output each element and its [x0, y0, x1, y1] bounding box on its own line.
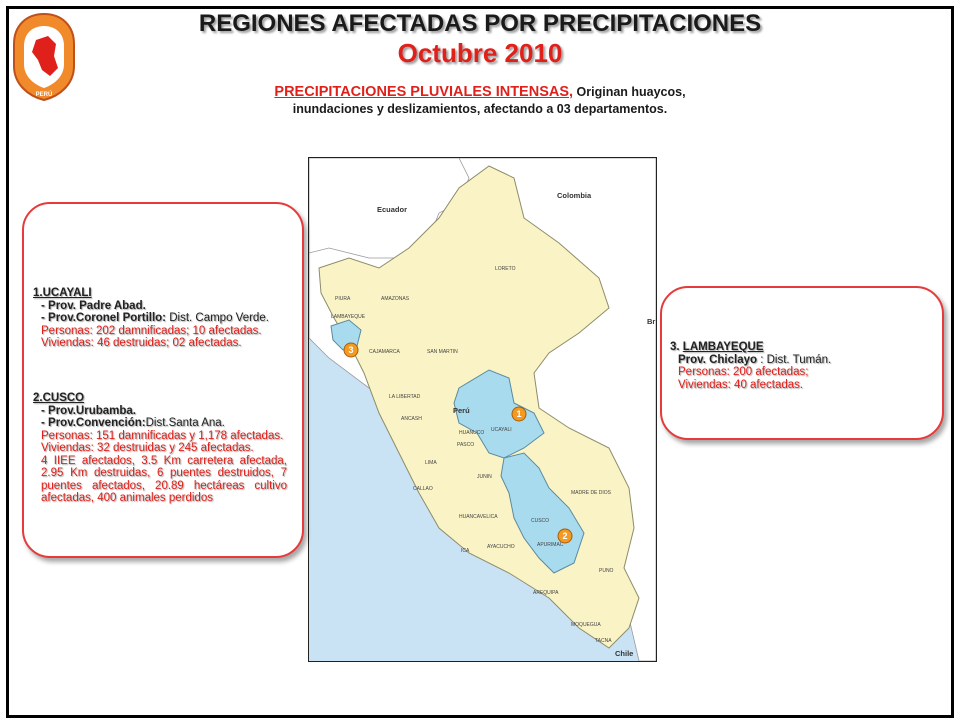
lambayeque-prov-text: : Dist. Tumán. [757, 353, 832, 366]
logo-country: PERÚ [35, 92, 53, 98]
lambayeque-block [670, 341, 930, 391]
label-moquegua: MOQUEGUA [571, 622, 601, 628]
label-chile: Chile [615, 649, 634, 658]
ucayali-personas: Personas: 202 damnificadas; 10 afectadas. [41, 324, 262, 337]
label-ayacucho: AYACUCHO [487, 544, 515, 550]
cusco-prov1: - Prov.Urubamba. [41, 404, 136, 417]
ucayali-block [33, 287, 287, 350]
info-box-ucayali-cusco [22, 202, 304, 558]
label-piura: PIURA [335, 296, 351, 302]
label-cajamarca: CAJAMARCA [369, 349, 400, 355]
lambayeque-num: 3. [670, 341, 683, 353]
label-tacna: TACNA [595, 638, 612, 644]
marker-3-label: 3 [348, 345, 354, 355]
label-huancavelica: HUANCAVELICA [459, 514, 498, 520]
cusco-prov2-label: - Prov.Convención: [41, 417, 146, 429]
label-junin: JUNIN [477, 474, 492, 480]
label-la-libertad: LA LIBERTAD [389, 394, 421, 400]
peru-map-svg [309, 158, 656, 661]
ucayali-heading: 1.UCAYALI [33, 287, 92, 299]
lambayeque-personas: Personas: 200 afectadas; [678, 366, 809, 378]
label-apurimac: APURIMAC [537, 542, 564, 548]
label-lambayeque: LAMBAYEQUE [331, 314, 366, 320]
label-ucayali: UCAYALI [491, 427, 512, 433]
label-madre-de-dios: MADRE DE DIOS [571, 490, 612, 496]
cusco-personas: Personas: 151 damnificadas y 1,178 afectadas. [41, 429, 284, 442]
label-colombia: Colombia [557, 191, 592, 200]
marker-1-label: 1 [516, 409, 522, 419]
label-ecuador: Ecuador [377, 205, 408, 214]
lambayeque-prov-label: Prov. Chiclayo [678, 353, 758, 366]
label-cusco: CUSCO [531, 518, 550, 524]
peru-map [308, 157, 657, 662]
cusco-viviendas: Viviendas: 32 destruidas y 245 afectadas. [41, 442, 254, 454]
lambayeque-viviendas: Viviendas: 40 afectadas. [678, 378, 804, 391]
label-huanuco: HUANUCO [459, 430, 485, 436]
lambayeque-heading: LAMBAYEQUE [682, 341, 764, 353]
label-ica: ICA [461, 548, 470, 554]
cusco-heading: 2.CUSCO [33, 392, 85, 404]
intro-text-1: Originan huaycos, [573, 85, 686, 99]
cusco-prov2-text: Dist.Santa Ana. [145, 417, 225, 429]
label-san-martin: SAN MARTIN [427, 349, 458, 355]
page-title: REGIONES AFECTADAS POR PRECIPITACIONES [198, 10, 762, 37]
intro-text-2: inundaciones y deslizamientos, afectando a 03 departamentos. [292, 102, 668, 116]
ucayali-prov2-text: Dist. Campo Verde. [166, 312, 269, 324]
label-brasil: Br [647, 317, 656, 326]
label-pasco: PASCO [457, 442, 475, 448]
label-amazonas: AMAZONAS [381, 296, 410, 302]
cusco-block [33, 392, 287, 505]
label-peru: Perú [453, 406, 470, 415]
label-lima: LIMA [425, 460, 437, 466]
label-arequipa: AREQUIPA [533, 590, 559, 596]
label-loreto: LORETO [495, 266, 516, 272]
marker-2-label: 2 [562, 531, 568, 541]
label-ancash: ANCASH [401, 416, 422, 422]
ucayali-viviendas: Viviendas: 46 destruidas; 02 afectadas. [41, 337, 242, 349]
label-callao: CALLAO [413, 486, 433, 492]
intro-text [190, 84, 770, 118]
ucayali-prov1: - Prov. Padre Abad. [41, 299, 146, 312]
label-puno: PUNO [599, 568, 614, 574]
ucayali-prov2-label: - Prov.Coronel Portillo: [41, 312, 167, 324]
intro-highlight: PRECIPITACIONES PLUVIALES INTENSAS, [274, 84, 574, 100]
cusco-detalle: 4 IIEE afectados, 3.5 Km carretera afectada, 2.95 Km destruidas, 6 puentes destruidos, 7 puentes afectados, 20.89 hectáreas cultivo afectadas, 400 animales perdidos [41, 454, 287, 504]
page-subtitle: Octubre 2010 [397, 38, 563, 68]
